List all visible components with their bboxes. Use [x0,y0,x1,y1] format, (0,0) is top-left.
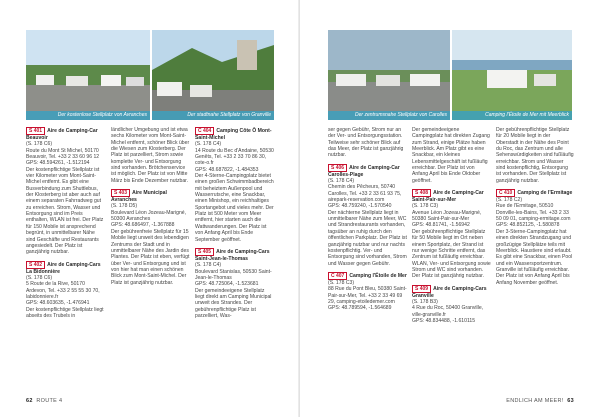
photo-scene [328,30,450,120]
entry-body: (S. 178 C4) 14 Route du Bec d'Andaine, 50530 Genêts, Tel. +33 2 33 70 86 30, cote-o.fr GPS: 48.687822, -1.484353 Der 4-Sterne-Campingplatz bietet einen großen Schwimmbadbereich mit beheiztem Außenpool und Wasserrutsche, eine Snackbar, einen Minishop, ein reichhaltiges Sportangebot und vieles mehr. Der Platz ist 500 Meter vom Meer entfernt, hier starten auch die Wattwanderungen. Der Platz ist von Anfang April bis Ende September geöffnet. [195,141,274,243]
entry-body: (S. 178 C4) Boulevard Stanislas, 50530 Saint-Jean-le-Thomas GPS: 48.725064, -1.523681 Der gemeindeeigene Stellplatz liegt direkt am Camping Municipal unweit des Strandes. Der gebührenpflichtige Platz ist parzelliert, Was- [195,262,272,319]
entry-tag: S 403 [111,189,130,197]
page-number: 63 [567,398,574,404]
entry-s402 [26,261,105,320]
entry-title: Aire de Camping-Cars Granville [412,285,487,299]
entry-s408 [412,189,491,279]
entry-title: Aire de Camping-Car Saint-Pair-sur-Mer [412,190,484,204]
body-text: Der gemeindeeigene Campingplatz hat direkten Zugang zum Strand, einige Plätze haben Meerblick. Am Platz gibt es eine Snackbar, ein kleines Lebensmittelgeschäft ist fußläufig erreichbar. Der Platz ist von Anfang April bis Ende Oktober geöffnet. [412,127,490,184]
text-column-5 [412,127,491,329]
entry-body: (S. 178 C3) 88 Rue du Pont Bleu, 50380 Saint-Pair-sur-Mer, Tel. +33 2 33 49 69 29, camping-etoiledemer.com GPS: 48.789594, -1.564689 [328,279,407,312]
entry-c407 [328,272,407,312]
text-column-1 [26,127,105,324]
entry-body: (S. 178 B3) 4 Rue du Roc, 50400 Granville, ville-granville.fr GPS: 48.834488, -1.610115 [412,298,484,324]
entry-tag: S 409 [412,285,431,293]
entry-tag: S 405 [195,248,214,256]
text-column-4 [328,127,407,317]
entry-body: (S. 178 D5) Boulevard Léon Jozeau-Marigné, 50300 Avranches GPS: 48.686497, -1.367888 Der gebührenfreie Stellplatz für 15 Mobile liegt unweit des lebendigen Zentrums der Stadt und in unmittelbarer Nähe des Jardin des Plantes. Der Platz ist eben, verfügt über Ver- und Entsorgung und ist von hier hat man einen schönen Blick zum Mont-Saint-Michel. Der Platz ist ganzjährig nutzbar. [111,203,190,286]
entry-body: (S. 178 C6) Route du Mont St Michel, 50170 Beauvoir, Tel. +33 2 33 60 96 12 GPS: 48.594261, -1.512194 Der kostenpflichtige Stellplatz ist vier Kilometer vom Mont-Saint-Michel entfernt. Es gibt eine Busverbindung zum Shuttlebus, der Klosterberg ist aber auch auf einem separaten Fahrradweg gut zu erreichen. Strom, Wasser und Entsorgung sind im Preis enthalten, WLAN ist frei. Der Platz für 150 Mobile ist ansprechend begrünt, in unmittelbarer Nähe sind Geschäfte und Restaurants angesiedelt. Der Platz ist ganzjährig nutzbar. [26,141,104,256]
photo-etoile-de-mer [452,30,572,120]
route-label: ROUTE 4 [36,398,63,404]
page-number: 62 [26,398,33,404]
entry-body: (S. 178 C2) Rue de l'Ermitage, 50510 Donville-les-Bains, Tel. +33 2 33 50 09 01, camping-ermitage.com GPS: 48.852125, -1.580878 Der 3-Sterne-Campingplatz hat einen direkten Strandzugang und großzügige Stellplätze teils mit Meerblick. Haustiere sind erlaubt. Es gibt eine Snackbar, einen Pool und ein Wassersportzentrum. Granville ist fußläufig erreichbar. Der Platz ist von Anfang April bis Anfang November geöffnet. [496,197,573,286]
entry-title: Aire de Camping-Cars Saint-Jean-le-Thomas [195,248,270,262]
entry-tag: S 401 [26,127,45,135]
entry-tag: S 408 [412,189,431,197]
photo-caption: Der kostenlose Stellplatz von Avranches [26,111,150,120]
photo-avranches [26,30,150,120]
body-text: ser gegen Gebühr, Strom nur an der Ver- und Entsorgungsstation. Teilweise sehr schöner Blick auf das Meer, der Platz ist ganzjährig nutzbar. [328,127,404,159]
text-column-2 [111,127,190,291]
entry-tag: C 404 [195,127,214,135]
entry-title: Aire Municipal Avranches [111,190,167,204]
entry-c410 [496,189,574,286]
chapter-label: ENDLICH AM MEER! [506,398,564,404]
text-column-6 [496,127,574,291]
entry-tag: S 406 [328,164,347,172]
photo-scene [452,30,572,120]
entry-s403 [111,189,190,286]
entry-title: Aire de Camping-Cars La Bidonnière [26,261,101,275]
body-text: Der gebührenpflichtige Stellplatz für 20 Mobile liegt in der Oberstadt in der Nähe des Point du Roc, das Zentrum und alle Sehenswürdigkeiten sind fußläufig erreichbar. Strom und Wasser sind kostenpflichtig, Entsorgung ist vorhanden. Der Stellplatz ist ganzjährig nutzbar. [496,127,574,184]
photo-scene [152,30,274,120]
entry-s409 [412,285,491,325]
entry-title: Aire de Camping-Car Carolles-Plage [328,164,400,178]
entry-tag: C 407 [328,272,347,280]
page-footer-right [506,398,574,404]
right-page [300,0,600,417]
entry-c404 [195,127,274,243]
photo-caption: Der stadtnahe Stellplatz von Granville [152,111,274,120]
entry-body: (S. 178 C6) 5 Route de la Rive, 50170 Ardevon, Tel. +33 2 55 55 30 70, labidonniere.fr GPS: 48.603635, -1.476941 Der kostenpflichtige Stellplatz liegt abseits des Trubels in [26,274,104,319]
photo-caption: Der zentrumsnahe Stellplatz von Carolles [328,111,450,120]
photo-caption: Camping l’Étoile de Mer mit Meerblick [452,111,572,120]
photo-granville [152,30,274,120]
entry-body: (S. 178 C3) Avenue Léon Jozeau-Marigné, 50380 Saint-Pair-sur-Mer GPS: 48.81741, -1.56942 Der gebührenpflichtige Stellplatz für 50 Mobile liegt im Ort neben einem Sportplatz, der Strand ist nur wenige Schritte entfernt, das Zentrum ist fußläufig erreichbar. WLAN, Ver- und Entsorgung sowie Strom und WC sind vorhanden. Der Platz ist ganzjährig nutzbar. [412,203,491,280]
page-footer-left [26,398,62,404]
entry-s405 [195,248,274,319]
entry-s401 [26,127,105,256]
photo-scene [26,30,150,120]
entry-s406 [328,164,407,267]
entry-tag: S 402 [26,261,45,269]
entry-title: Camping l'Étoile de Mer [349,272,407,279]
entry-tag: C 410 [496,189,515,197]
body-text: ländlicher Umgebung und ist etwa sechs Kilometer vom Mont-Saint-Michel entfernt, schöner Blick über die Wiesen zum Klosterberg. Der Platz ist parzelliert, Strom sowie komplette Ver- und Entsorgung sind vorhanden. Brötchenservice ist möglich. Der Platz ist von Mitte März bis Ende Dezember nutzbar. [111,127,190,184]
photo-carolles [328,30,450,120]
entry-title: Aire de Camping-Car Beauvoir [26,128,98,141]
entry-title: Camping Côte Ô Mont-Saint-Michel [195,128,272,141]
entry-title: Camping de l'Ermitage [517,190,573,197]
text-column-3 [195,127,274,324]
entry-body: (S. 178 C4) Chemin des Pêcheurs, 50740 Carolles, Tel. +33 2 33 61 93 75, airepark-reservation.com GPS: 48.759240, -1.570540 Der nächterne Stellplatz liegt in unmittelbarer Nähe zum Meer, WC und Strandrestaurants vorhanden, tagsüber an ruhig durch den öffentlichen Parkplatz. Der Platz ist ganzjährig nutzbar und nur nachts kostenpflichtig. Ver- und Entsorgung sind vorhanden, Strom und Wasser gegen Gebühr. [328,178,407,267]
